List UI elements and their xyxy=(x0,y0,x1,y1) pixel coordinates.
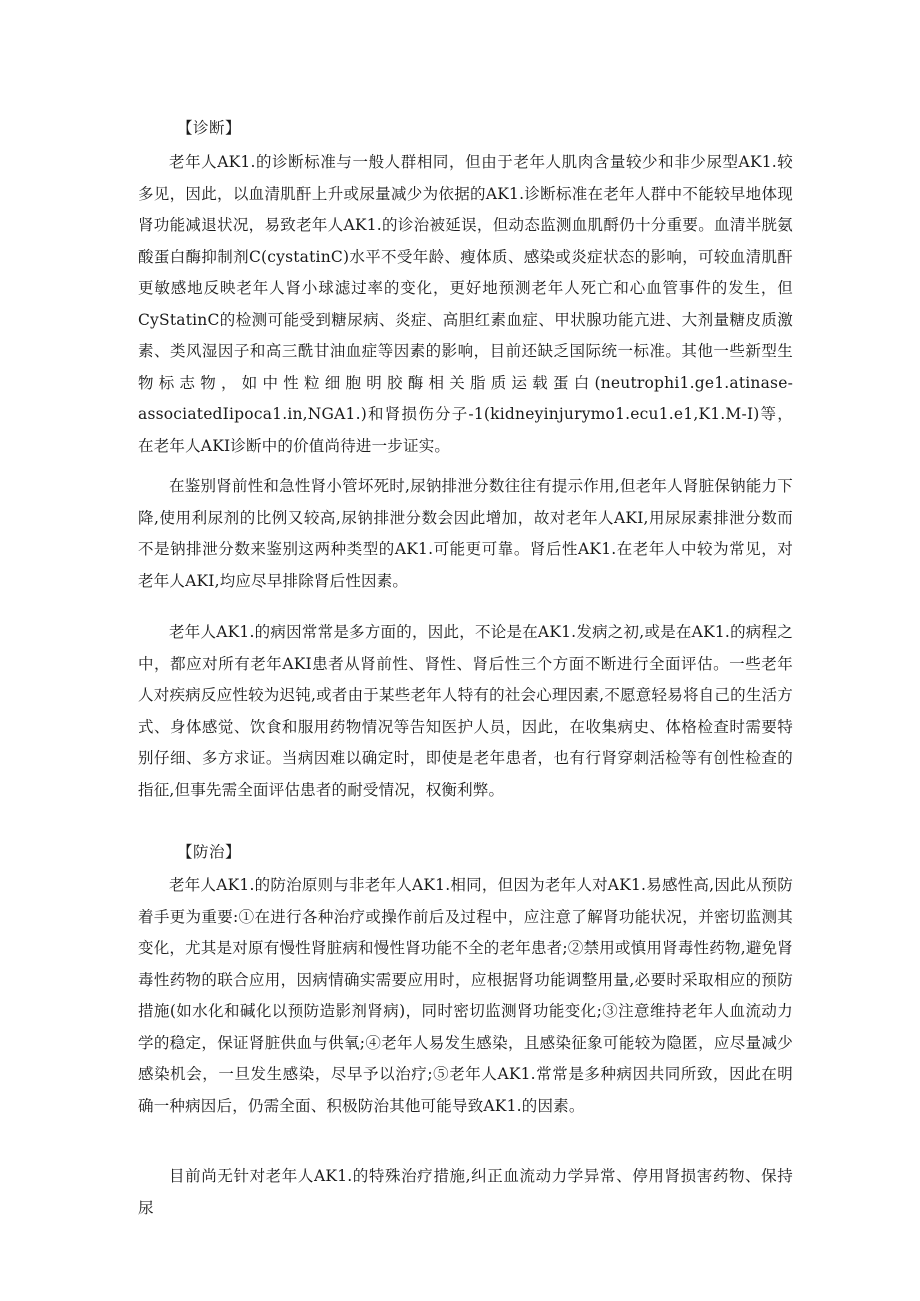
section-heading-prevention: 【防治】 xyxy=(177,843,242,861)
paragraph-etiology-assessment: 老年人AK1.的病因常常是多方面的，因此，不论是在AK1.发病之初,或是在AK1.的病程之中，都应对所有老年AKI患者从肾前性、肾性、肾后性三个方面不断进行全面评估。一些老年人对疾病反应性较为迟钝,或者由于某些老年人特有的社会心理因素,不愿意轻易将自己的生活方式、身体感觉、饮食和服用药物情况等告知医护人员，因此，在收集病史、体格检查时需要特别仔细、多方求证。当病因难以确定时，即使是老年患者，也有行肾穿刺活检等有创性检查的指征,但事先需全面评估患者的耐受情况，权衡利弊。 xyxy=(138,623,793,799)
paragraph-prevention-principles: 老年人AK1.的防治原则与非老年人AK1.相同，但因为老年人对AK1.易感性高,因此从预防着手更为重要:①在进行各种治疗或操作前后及过程中，应注意了解肾功能状况，并密切监测其变化，尤其是对原有慢性肾脏病和慢性肾功能不全的老年患者;②禁用或慎用肾毒性药物,避免肾毒性药物的联合应用，因病情确实需要应用时，应根据肾功能调整用量,必要时采取相应的预防措施(如水化和碱化以预防造影剂肾病)，同时密切监测肾功能变化;③注意维持老年人血流动力学的稳定，保证肾脏供血与供氧;④老年人易发生感染，且感染征象可能较为隐匿，应尽量减少感染机会，一旦发生感染，尽早予以治疗;⑤老年人AK1.常常是多种病因共同所致，因此在明确一种病因后，仍需全面、积极防治其他可能导致AK1.的因素。 xyxy=(138,876,793,1115)
paragraph-diagnosis-criteria: 老年人AK1.的诊断标准与一般人群相同，但由于老年人肌肉含量较少和非少尿型AK1.较多见，因此，以血清肌酐上升或尿量减少为依据的AK1.诊断标准在老年人群中不能较早地体现肾功能减退状况，易致老年人AK1.的诊治被延误，但动态监测血肌酹仍十分重要。血清半胱氨酸蛋白酶抑制剂C(cystatinC)水平不受年龄、瘦体质、感染或炎症状态的影响，可较血清肌酐更敏感地反映老年人肾小球滤过率的变化，更好地预测老年人死亡和心血管事件的发生，但CyStatinC的检测可能受到糖尿病、炎症、高胆红素血症、甲状腺功能亢进、大剂量糖皮质激素、类风湿因子和高三酰甘油血症等因素的影响，目前还缺乏国际统一标准。其他一些新型生物标志物，如中性粒细胞明胶酶相关脂质运载蛋白(neutrophi1.ge1.atinase-associatedIipoca1.in,NGA1.)和肾损伤分子-1(kidneyinjurymo1.ecu1.e1,K1.M-I)等，在老年人AKI诊断中的价值尚待进一步证实。 xyxy=(138,153,793,455)
paragraph-differential-diagnosis: 在鉴别肾前性和急性肾小管坏死时,尿钠排泄分数往往有提示作用,但老年人肾脏保钠能力下降,使用利尿剂的比例又较高,尿钠排泄分数会因此增加，故对老年人AKI,用尿尿素排泄分数而不是钠排泄分数来鉴别这两种类型的AK1.可能更可靠。肾后性AK1.在老年人中较为常见，对老年人AKI,均应尽早排除肾后性因素。 xyxy=(138,477,793,590)
section-heading-diagnosis: 【诊断】 xyxy=(177,119,242,137)
paragraph-treatment: 目前尚无针对老年人AK1.的特殊治疗措施,纠正血流动力学异常、停用肾损害药物、保持尿 xyxy=(138,1167,793,1217)
